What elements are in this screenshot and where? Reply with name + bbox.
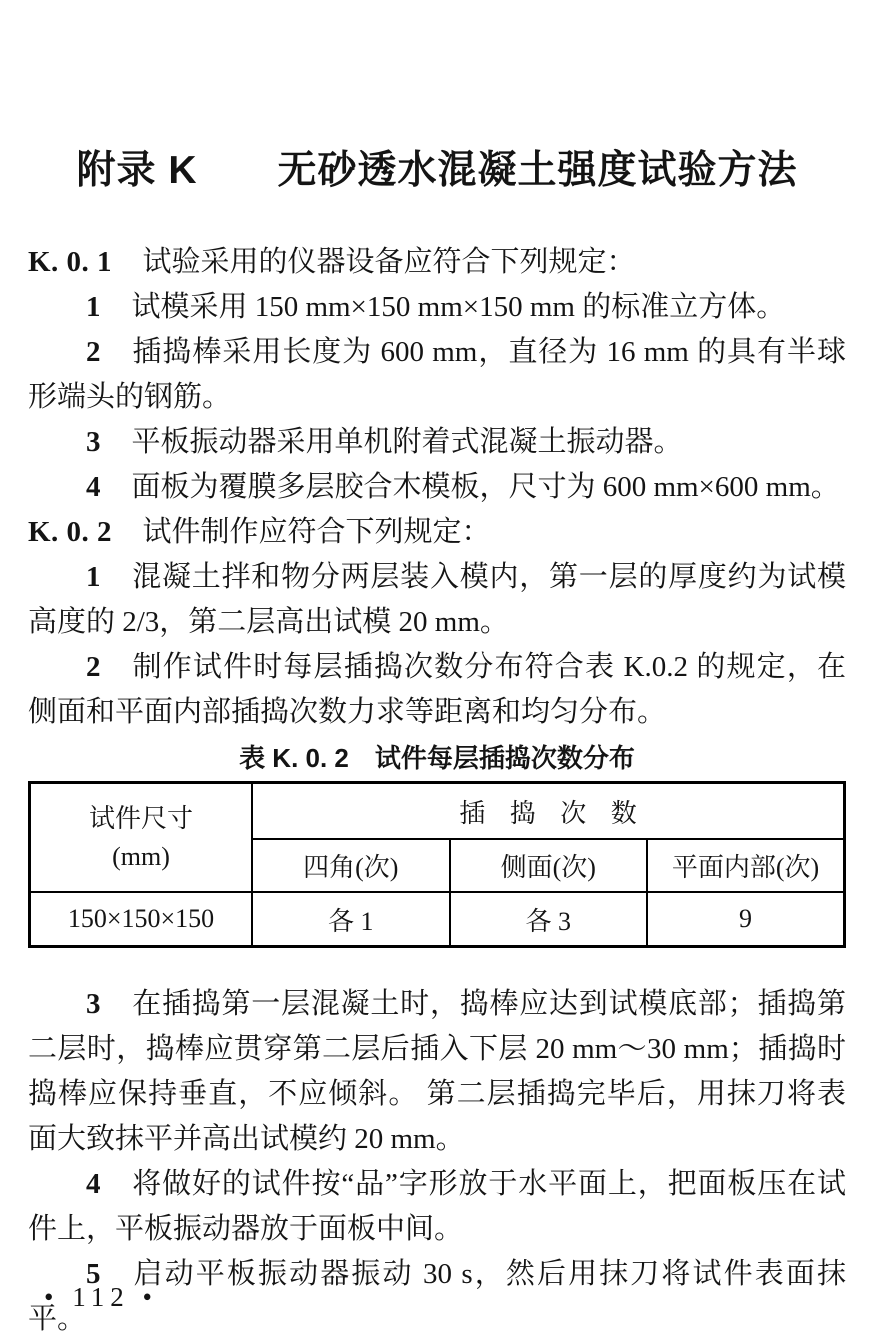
table-header-row xyxy=(30,783,845,840)
item-text: 将做好的试件按“品”字形放于水平面上，把面板压在试件上，平板振动器放于面板中间。 xyxy=(28,1168,846,1245)
tamping-count-table xyxy=(28,781,846,948)
item-number: 1 xyxy=(86,291,101,323)
clause-k01-item4 xyxy=(28,465,846,510)
item-number: 4 xyxy=(86,1168,101,1200)
item-number: 3 xyxy=(86,426,101,458)
table-caption: 表 K. 0. 2 试件每层插捣次数分布 xyxy=(239,743,635,773)
cell-inner-plane: 9 xyxy=(647,892,845,947)
item-number: 1 xyxy=(86,561,101,593)
clause-k02 xyxy=(28,510,846,555)
specimen-size-label: 试件尺寸 xyxy=(88,803,193,833)
clause-k02-item2 xyxy=(28,645,846,735)
item-number: 2 xyxy=(86,651,101,683)
item-text: 插捣棒采用长度为 600 mm，直径为 16 mm 的具有半球形端头的钢筋。 xyxy=(28,336,846,413)
cell-sides: 各 3 xyxy=(450,892,648,947)
item-text: 平板振动器采用单机附着式混凝土振动器。 xyxy=(131,426,683,458)
cell-corners: 各 1 xyxy=(252,892,450,947)
clause-text: 试验采用的仪器设备应符合下列规定： xyxy=(142,246,636,278)
item-number: 3 xyxy=(86,988,101,1020)
clause-number: K. 0. 1 xyxy=(28,246,113,278)
appendix-title: 附录 K 无砂透水混凝土强度试验方法 xyxy=(76,149,798,192)
page-number: • 112 • xyxy=(44,1282,158,1312)
clause-k01-item1 xyxy=(28,285,846,330)
item-text: 试模采用 150 mm×150 mm×150 mm 的标准立方体。 xyxy=(131,291,786,323)
table-data-row xyxy=(30,892,845,947)
clause-k02-item1 xyxy=(28,555,846,645)
page-content xyxy=(28,0,846,1342)
item-text: 在插捣第一层混凝土时，捣棒应达到试模底部；插捣第二层时，捣棒应贯穿第二层后插入下层 20 mm～30 mm；插捣时捣棒应保持垂直，不应倾斜。 第二层插捣完毕后，用抹刀将表面大致抹平并高出试模约 20 mm。 xyxy=(28,988,846,1155)
cell-specimen-size: 150×150×150 xyxy=(30,892,253,947)
item-number: 4 xyxy=(86,471,101,503)
item-text: 面板为覆膜多层胶合木模板，尺寸为 600 mm×600 mm。 xyxy=(131,471,840,503)
item-text: 制作试件时每层插捣次数分布符合表 K.0.2 的规定，在侧面和平面内部插捣次数力求等距离和均匀分布。 xyxy=(28,651,846,728)
subheader-corners: 四角(次) xyxy=(252,839,450,892)
clause-text: 试件制作应符合下列规定： xyxy=(142,516,491,548)
header-cell-specimen-size xyxy=(30,783,253,893)
item-text: 启动平板振动器振动 30 s，然后用抹刀将试件表面抹平。 xyxy=(28,1258,846,1335)
clause-k02-item4 xyxy=(28,1162,846,1252)
header-cell-tamping-count: 插 捣 次 数 xyxy=(252,783,845,840)
subheader-sides: 侧面(次) xyxy=(450,839,648,892)
clause-k01-item2 xyxy=(28,330,846,420)
item-number: 5 xyxy=(86,1258,101,1290)
specimen-size-unit: (mm) xyxy=(112,841,170,871)
item-number: 2 xyxy=(86,336,101,368)
clause-number: K. 0. 2 xyxy=(28,516,113,548)
item-text: 混凝土拌和物分两层装入模内，第一层的厚度约为试模高度的 2/3，第二层高出试模 20 mm。 xyxy=(28,561,846,638)
clause-k01 xyxy=(28,240,846,285)
clause-k01-item3 xyxy=(28,420,846,465)
clause-k02-item3 xyxy=(28,982,846,1162)
subheader-inner-plane: 平面内部(次) xyxy=(647,839,845,892)
